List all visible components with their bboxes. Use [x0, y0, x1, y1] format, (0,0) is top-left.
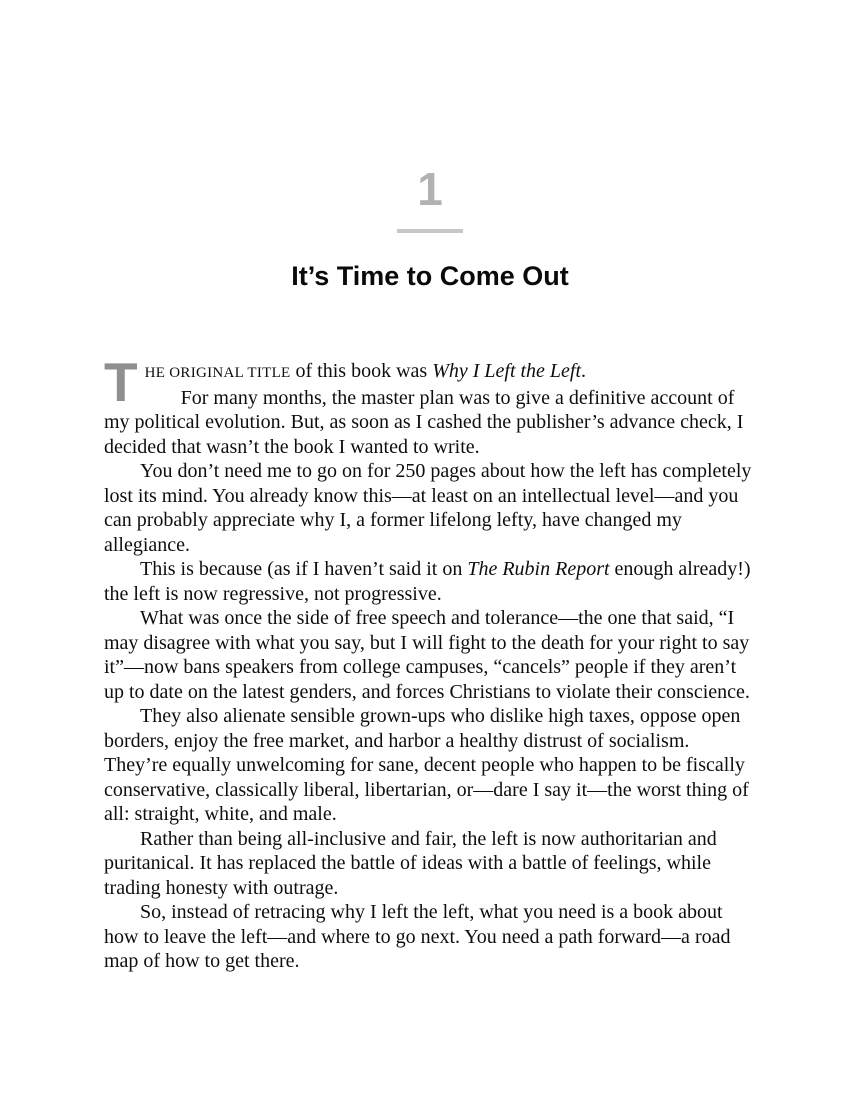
paragraph: You don’t need me to go on for 250 pages about how the left has completely lost its mind. You already know this—at least on an intellectual level—and you can probably appreciate why I, a former lifelong lefty, have changed my allegiance. [104, 460, 752, 556]
paragraph: They also alienate sensible grown-ups who dislike high taxes, oppose open borders, enjoy the free market, and harbor a healthy distrust of socialism. They’re equally unwelcoming for sane, decent people who happen to be fiscally conservative, classically liberal, libertarian, or—dare I say it—the worst thing of all: straight, white, and male. [104, 705, 749, 825]
chapter-head [0, 163, 860, 293]
paragraph-text: enough already!) the left is now regressive, not progressive. [104, 558, 751, 605]
paragraph: Rather than being all-inclusive and fair, the left is now authoritarian and puritanical. It has replaced the battle of ideas with a battle of feelings, while trading honesty with outrage. [104, 827, 717, 899]
chapter-divider [397, 229, 463, 233]
chapter-number: 1 [417, 163, 443, 215]
paragraph: For many months, the master plan was to give a definitive account of my political evolution. But, as soon as I cashed the publisher’s advance check, I decided that wasn’t the book I wanted to write. [104, 386, 744, 458]
paragraph-opening [104, 351, 756, 413]
opening-period: . [581, 360, 587, 382]
opening-text: of this book was [290, 360, 433, 382]
show-title: The Rubin Report [467, 558, 610, 580]
body-text [104, 351, 756, 974]
paragraph: What was once the side of free speech and tolerance—the one that said, “I may disagree with what you say, but I will fight to the death for your right to say it”—now bans speakers from college campuses, “cancels” people if they aren’t up to date on the latest genders, and forces Christians to violate their conscience. [104, 607, 750, 703]
opening-smallcaps: HE ORIGINAL TITLE [144, 365, 291, 381]
paragraph: So, instead of retracing why I left the left, what you need is a book about how to leave the left—and where to go next. You need a path forward—a road map of how to get there. [104, 901, 731, 972]
dropcap: T [104, 351, 138, 413]
opening-book-title: Why I Left the Left [432, 360, 582, 382]
chapter-title: It’s Time to Come Out [291, 261, 569, 291]
paragraph-text: This is because (as if I haven’t said it on [140, 558, 468, 580]
paragraph [104, 557, 756, 606]
